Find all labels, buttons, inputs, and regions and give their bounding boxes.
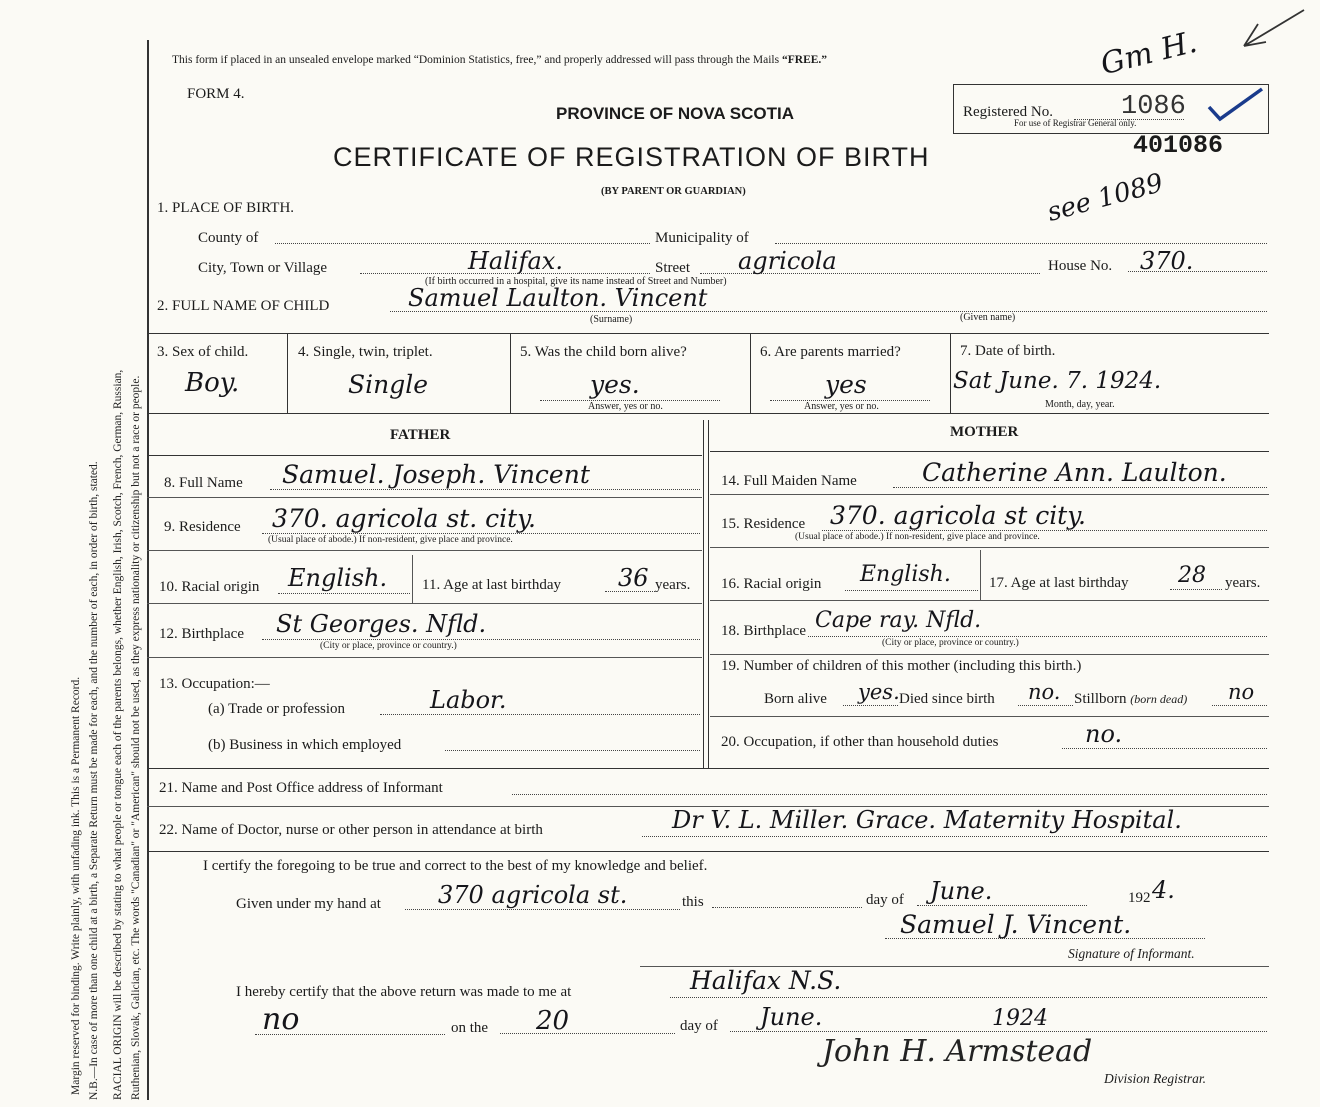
parents-married-label: 6. Are parents married? bbox=[760, 344, 901, 360]
mother-occupation-label: 20. Occupation, if other than household duties bbox=[721, 734, 999, 750]
mother-racial-value: English. bbox=[860, 562, 951, 587]
parents-married-value: yes bbox=[825, 370, 867, 399]
registrar-year-value: 1924 bbox=[992, 1006, 1048, 1031]
this-label: this bbox=[682, 894, 704, 910]
father-racial-value: English. bbox=[288, 564, 388, 592]
certification-month-value: June. bbox=[930, 877, 993, 905]
see-note: see 1089 bbox=[1044, 168, 1167, 228]
registrar-day-value: 20 bbox=[536, 1006, 570, 1036]
left-border bbox=[147, 40, 149, 1100]
mother-age-value: 28 bbox=[1178, 563, 1206, 588]
signature-caption: Signature of Informant. bbox=[1068, 946, 1195, 961]
father-birthplace-caption: (City or place, province or country.) bbox=[320, 641, 457, 651]
surname-caption: (Surname) bbox=[590, 314, 633, 325]
father-residence-caption: (Usual place of abode.) If non-resident, give place and province. bbox=[268, 535, 513, 545]
certification-statement: I certify the foregoing to be true and correct to the best of my knowledge and belief. bbox=[203, 858, 708, 874]
given-under-hand-label: Given under my hand at bbox=[236, 896, 381, 912]
registrar-initials: no bbox=[262, 1002, 300, 1037]
street-value: agricola bbox=[738, 247, 837, 275]
registrar-day-of-label: day of bbox=[680, 1018, 718, 1034]
registrar-place-value: Halifax N.S. bbox=[690, 966, 842, 995]
father-heading: FATHER bbox=[390, 427, 451, 443]
father-years-label: years. bbox=[655, 577, 691, 593]
informant-label: 21. Name and Post Office address of Informant bbox=[159, 780, 443, 796]
father-name-label: 8. Full Name bbox=[164, 475, 243, 491]
mother-born-alive-value: yes. bbox=[858, 680, 900, 704]
house-value: 370. bbox=[1140, 247, 1194, 275]
father-racial-label: 10. Racial origin bbox=[159, 579, 260, 595]
registered-number: 1086 bbox=[1121, 92, 1186, 122]
doctor-value: Dr V. L. Miller. Grace. Maternity Hospital. bbox=[672, 806, 1182, 834]
mother-name-label: 14. Full Maiden Name bbox=[721, 473, 857, 489]
stamp-number: 401086 bbox=[1133, 131, 1224, 160]
margin-note-binding: Margin reserved for binding. Write plainly, with unfading ink. This is a Permanent Record. bbox=[70, 676, 82, 1095]
corner-mark: Gm H. bbox=[1097, 24, 1201, 83]
born-alive-label: 5. Was the child born alive? bbox=[520, 344, 687, 360]
father-age-label: 11. Age at last birthday bbox=[422, 577, 561, 593]
page-title: CERTIFICATE OF REGISTRATION OF BIRTH bbox=[333, 142, 930, 172]
father-trade-label: (a) Trade or profession bbox=[208, 701, 346, 717]
father-trade-value: Labor. bbox=[430, 686, 507, 714]
place-of-birth-heading: 1. PLACE OF BIRTH. bbox=[157, 200, 295, 216]
registrar-caption: Division Registrar. bbox=[1104, 1071, 1207, 1086]
mother-children-label: 19. Number of children of this mother (including this birth.) bbox=[721, 658, 1082, 674]
registrar-signature: John H. Armstead bbox=[822, 1034, 1093, 1069]
given-name-caption: (Given name) bbox=[960, 312, 1016, 323]
form-number: FORM 4. bbox=[187, 86, 245, 102]
dob-value: Sat June. 7. 1924. bbox=[953, 368, 1162, 394]
page-subtitle: (BY PARENT OR GUARDIAN) bbox=[601, 186, 746, 197]
mother-stillborn-value: no bbox=[1228, 680, 1255, 704]
certification-year-value: 4. bbox=[1152, 876, 1175, 904]
hospital-note: (If birth occurred in a hospital, give its name instead of Street and Number) bbox=[425, 276, 727, 287]
mother-heading: MOTHER bbox=[950, 424, 1019, 440]
informant-signature: Samuel J. Vincent. bbox=[900, 910, 1132, 939]
registered-label: Registered No. bbox=[963, 104, 1053, 120]
margin-note-separate-return: N.B.—In case of more than one child at a birth, a Separate Return must be made for each, and the number of each, in order of birth, stated. bbox=[88, 461, 100, 1100]
mother-born-alive-label: Born alive bbox=[764, 691, 827, 707]
sex-value: Boy. bbox=[185, 368, 240, 398]
on-the-label: on the bbox=[451, 1020, 489, 1036]
margin-note-racial-origin-2: Ruthenian, Slovak, Galician, etc. The words "Canadian" or "American" should not be used, as they express nationality or citizenship but not a race or people. bbox=[130, 375, 142, 1100]
county-label: County of bbox=[198, 230, 259, 246]
mother-occupation-value: no. bbox=[1085, 720, 1123, 748]
given-place-value: 370 agricola st. bbox=[438, 881, 628, 909]
certification-year-prefix: 192 bbox=[1128, 890, 1151, 906]
registered-box bbox=[953, 84, 1269, 134]
father-business-label: (b) Business in which employed bbox=[208, 737, 402, 753]
mother-birthplace-value: Cape ray. Nfld. bbox=[815, 608, 982, 633]
born-alive-caption: Answer, yes or no. bbox=[588, 401, 663, 412]
father-birthplace-label: 12. Birthplace bbox=[159, 626, 244, 642]
mother-stillborn-label: Stillborn (born dead) bbox=[1074, 691, 1188, 707]
mother-died-value: no. bbox=[1028, 680, 1061, 704]
sex-label: 3. Sex of child. bbox=[157, 344, 249, 360]
dob-caption: Month, day, year. bbox=[1045, 399, 1115, 410]
registrar-note: For use of Registrar General only. bbox=[1014, 118, 1137, 128]
child-name-label: 2. FULL NAME OF CHILD bbox=[157, 298, 330, 314]
mother-died-label: Died since birth bbox=[899, 691, 995, 707]
mail-note: This form if placed in an unsealed envelope marked “Dominion Statistics, free,” and properly addressed will pass through the Mails “FREE.” bbox=[172, 54, 828, 66]
father-age-value: 36 bbox=[618, 564, 649, 592]
city-label: City, Town or Village bbox=[198, 260, 328, 276]
city-value: Halifax. bbox=[468, 247, 563, 275]
mother-birthplace-caption: (City or place, province or country.) bbox=[882, 638, 1019, 648]
mother-name-value: Catherine Ann. Laulton. bbox=[922, 458, 1227, 487]
municipality-label: Municipality of bbox=[655, 230, 749, 246]
father-residence-label: 9. Residence bbox=[164, 519, 241, 535]
checkmark-icon bbox=[1204, 85, 1268, 129]
father-birthplace-value: St Georges. Nfld. bbox=[276, 610, 487, 638]
mother-racial-label: 16. Racial origin bbox=[721, 576, 822, 592]
born-alive-value: yes. bbox=[590, 370, 640, 399]
mother-birthplace-label: 18. Birthplace bbox=[721, 623, 806, 639]
child-name-value: Samuel Laulton. Vincent bbox=[408, 284, 708, 312]
registrar-statement: I hereby certify that the above return was made to me at bbox=[236, 984, 572, 1000]
province-heading: PROVINCE OF NOVA SCOTIA bbox=[556, 104, 795, 123]
father-name-value: Samuel. Joseph. Vincent bbox=[282, 460, 590, 489]
mother-age-label: 17. Age at last birthday bbox=[989, 575, 1129, 591]
day-of-label: day of bbox=[866, 892, 904, 908]
dob-label: 7. Date of birth. bbox=[960, 343, 1056, 359]
father-occupation-label: 13. Occupation:— bbox=[159, 676, 270, 692]
house-label: House No. bbox=[1048, 258, 1113, 274]
mother-residence-value: 370. agricola st city. bbox=[830, 501, 1086, 530]
plurality-label: 4. Single, twin, triplet. bbox=[298, 344, 433, 360]
parents-married-caption: Answer, yes or no. bbox=[804, 401, 879, 412]
street-label: Street bbox=[655, 260, 690, 276]
mother-years-label: years. bbox=[1225, 575, 1261, 591]
arrow-mark-icon bbox=[1236, 6, 1308, 52]
mother-residence-caption: (Usual place of abode.) If non-resident, give place and province. bbox=[795, 532, 1040, 542]
registrar-month-value: June. bbox=[760, 1003, 823, 1031]
margin-note-racial-origin-1: RACIAL ORIGIN will be described by stating to what people or tongue each of the parents belongs, whether English, Irish, Scotch, French, German, Russian, bbox=[112, 369, 124, 1100]
plurality-value: Single bbox=[348, 370, 429, 399]
doctor-label: 22. Name of Doctor, nurse or other person in attendance at birth bbox=[159, 822, 543, 838]
mother-residence-label: 15. Residence bbox=[721, 516, 806, 532]
father-residence-value: 370. agricola st. city. bbox=[272, 504, 536, 533]
